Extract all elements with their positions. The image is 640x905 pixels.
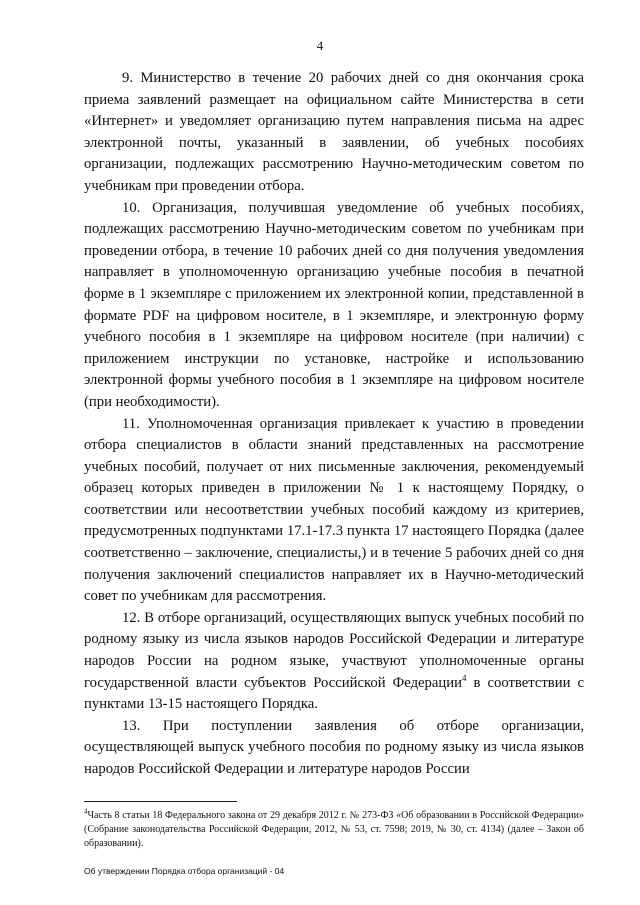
paragraph-13: 13. При поступлении заявления об отборе организации, осуществляющей выпуск учебного пособия по родному языку из числа языков народов Российской Федерации и литературе народов России [84, 717, 584, 777]
footnote-reference: 4 [462, 672, 467, 683]
document-body [84, 68, 584, 781]
page-number: 4 [316, 38, 324, 53]
footnote-text: Часть 8 статьи 18 Федерального закона от 29 декабря 2012 г. № 273-ФЗ «Об образовании в Российской Федерации» (Собрание законодательства Российской Федерации, 2012, № 53, ст. 7598; 2019, № 30, ст. 4134) (далее – Закон об образовании). [84, 810, 584, 849]
footnote-divider [84, 801, 237, 802]
paragraph-12 [84, 608, 584, 716]
paragraph-10: 10. Организация, получившая уведомление об учебных пособиях, подлежащих рассмотрению Научно-методическим советом по учебникам при проведении отбора, в течение 10 рабочих дней со дня получения уведомления направляет в уполномоченную организацию учебные пособия в печатной форме в 1 экземпляре с приложением их электронной копии, представленной в формате PDF на цифровом носителе, в 1 экземпляре, и электронную форму учебного пособия в 1 экземпляре на цифровом носителе (при наличии) с приложением инструкции по установке, настройке и использованию электронной формы учебного пособия в 1 экземпляре на цифровом носителе (при необходимости). [84, 199, 584, 410]
paragraph-12-text-continued: в соответствии с пунктами 13-15 настоящего Порядка. [84, 674, 584, 713]
footnote [84, 809, 584, 851]
paragraph-9: 9. Министерство в течение 20 рабочих дней со дня окончания срока приема заявлений размещает на официальном сайте Министерства в сети «Интернет» и уведомляет организацию путем направления письма на адрес электронной почты, указанный в заявлении, об учебных пособиях организации, подлежащих рассмотрению Научно-методическим советом по учебникам при проведении отбора. [84, 70, 584, 194]
paragraph-12-text: 12. В отборе организаций, осуществляющих выпуск учебных пособий по родному языку из числа языков народов Российской Федерации и литературе народов России на родном языке, участвуют уполномоченные органы государственной власти субъектов Российской Федерации [84, 609, 584, 691]
paragraph-11: 11. Уполномоченная организация привлекает к участию в проведении отбора специалистов в области знаний представленных на рассмотрение учебных пособий, получает от них письменные заключения, рекомендуемый образец которых приведен в приложении № 1 к настоящему Порядку, о соответствии или несоответствии учебных пособий каждому из критериев, предусмотренных подпунктами 17.1-17.3 пункта 17 настоящего Порядка (далее соответственно – заключение, специалисты,) и в течение 5 рабочих дней со дня получения заключений специалистов направляет их в Научно-методический совет по учебникам для рассмотрения. [84, 415, 584, 605]
footnote-marker: 4 [84, 807, 88, 816]
page-footer: Об утверждении Порядка отбора организаций - 04 [84, 866, 285, 876]
